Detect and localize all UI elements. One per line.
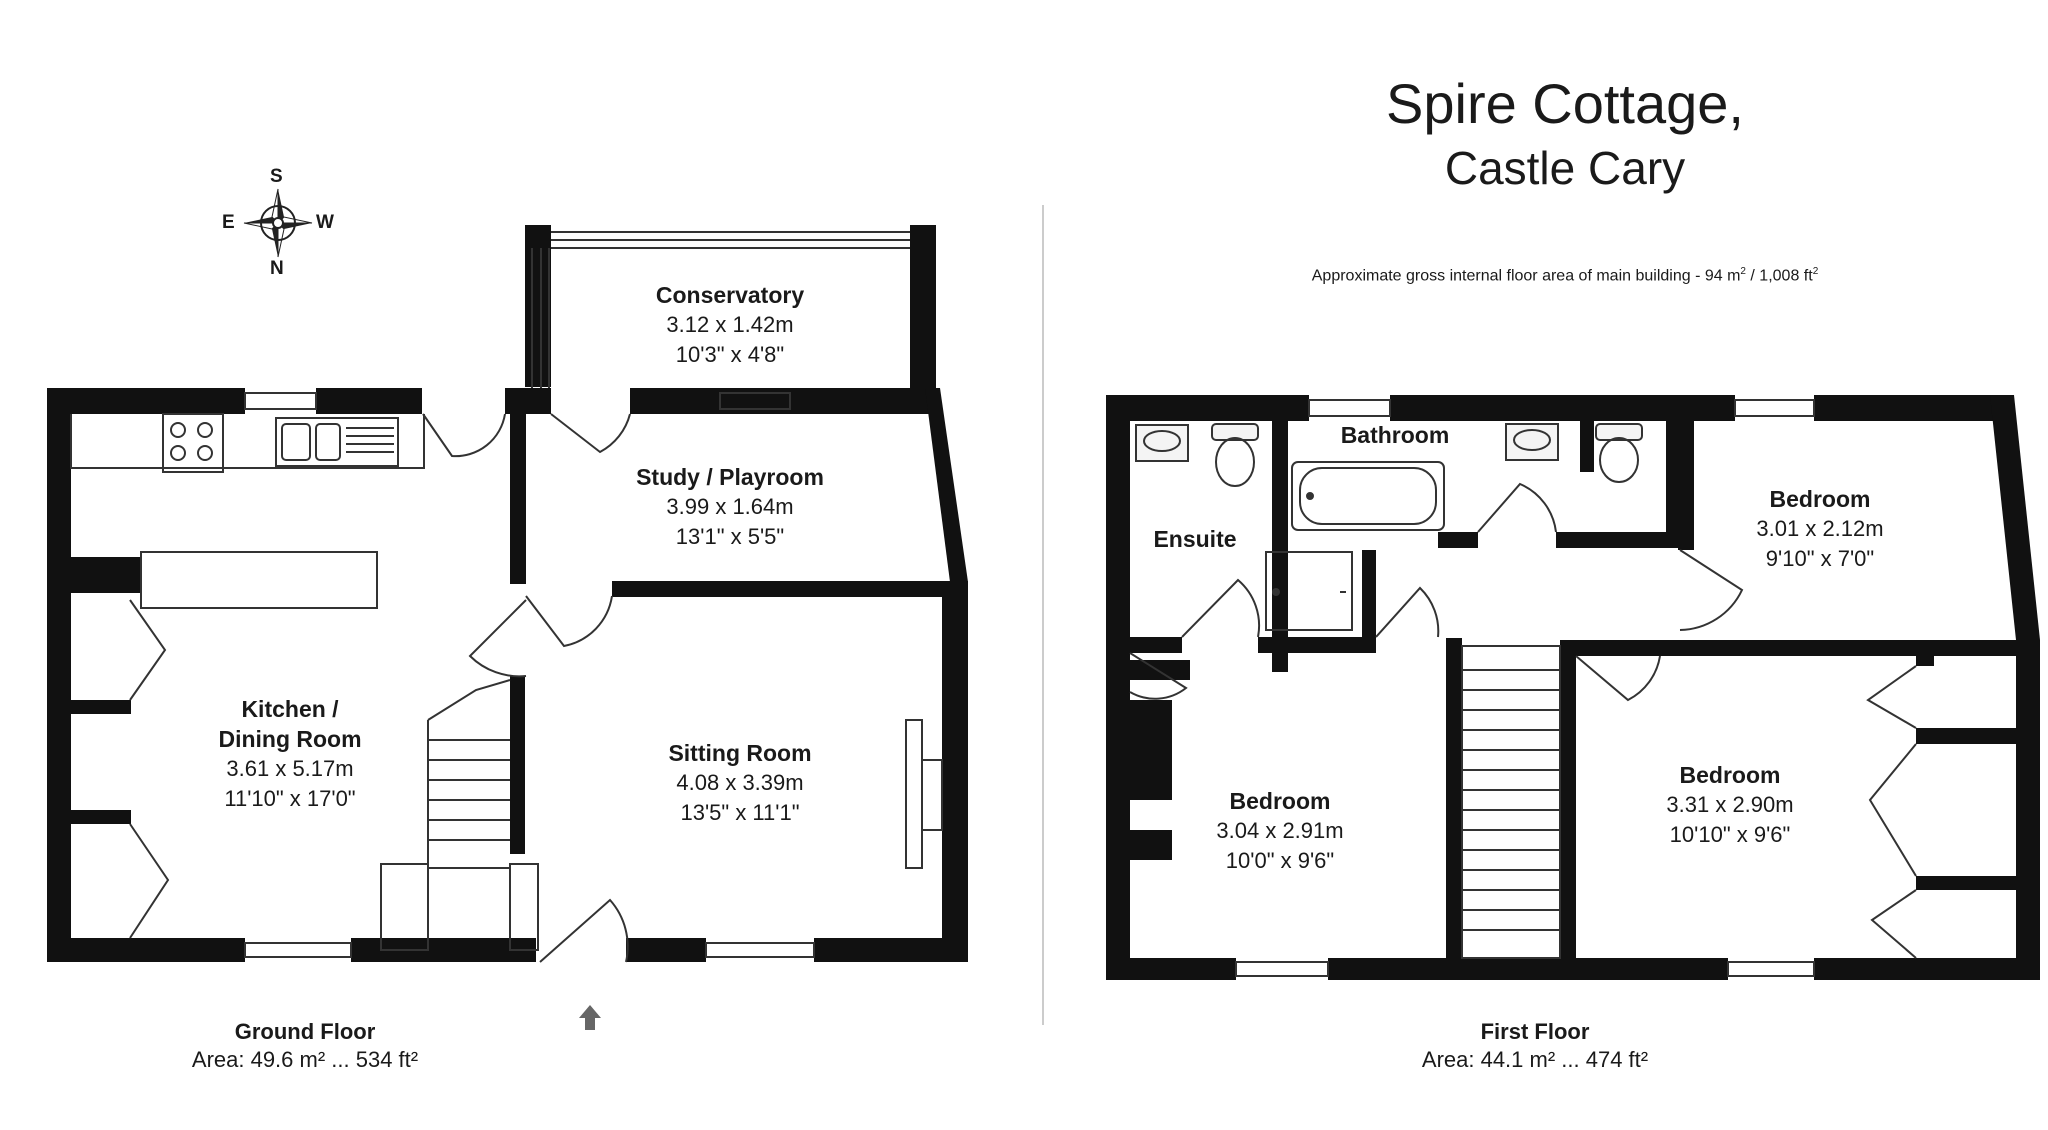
room-kitchen-dining	[160, 694, 420, 814]
room-metric: 3.01 x 2.12m	[1756, 516, 1884, 541]
room-study-playroom	[600, 462, 860, 552]
room-name-line2: Dining Room	[218, 726, 362, 752]
room-metric: 4.08 x 3.39m	[676, 770, 804, 795]
room-name: Bedroom	[1679, 762, 1781, 788]
room-name: Conservatory	[655, 282, 805, 308]
room-metric: 3.31 x 2.90m	[1666, 792, 1794, 817]
ground-floor-area: Area: 49.6 m² ... 534 ft²	[191, 1047, 419, 1072]
room-bedroom-1	[1710, 484, 1930, 574]
room-metric: 3.61 x 5.17m	[226, 756, 354, 781]
gross-area-text: Approximate gross internal floor area of main building - 94 m	[1311, 267, 1741, 285]
compass-south: S	[270, 166, 283, 187]
compass-east: E	[222, 212, 235, 233]
first-floor-label: First Floor	[1480, 1019, 1590, 1044]
room-metric: 3.04 x 2.91m	[1216, 818, 1344, 843]
room-metric: 3.99 x 1.64m	[666, 494, 794, 519]
room-metric: 3.12 x 1.42m	[666, 312, 794, 337]
compass-west: W	[316, 212, 334, 233]
room-name: Kitchen /	[241, 696, 339, 722]
room-imperial: 13'1" x 5'5"	[675, 524, 785, 549]
room-bathroom: Bathroom	[1340, 422, 1450, 448]
room-imperial: 9'10" x 7'0"	[1765, 546, 1875, 571]
room-imperial: 10'3" x 4'8"	[675, 342, 785, 367]
room-imperial: 10'0" x 9'6"	[1225, 848, 1335, 873]
first-floor-area: Area: 44.1 m² ... 474 ft²	[1421, 1047, 1649, 1072]
room-name: Bedroom	[1769, 486, 1871, 512]
first-floor-caption	[1380, 1018, 1690, 1074]
room-imperial: 11'10" x 17'0"	[224, 786, 356, 811]
room-sitting-room	[610, 738, 870, 828]
room-bedroom-2	[1170, 786, 1390, 876]
compass-icon	[244, 189, 312, 257]
compass-north: N	[270, 258, 284, 279]
property-title-line2: Castle Cary	[1444, 142, 1686, 194]
gross-area-sup-1: 2	[1740, 266, 1746, 277]
ground-floor-label: Ground Floor	[234, 1019, 376, 1044]
property-title-line1: Spire Cottage,	[1386, 72, 1744, 135]
gross-area-mid: / 1,008 ft	[1745, 267, 1813, 285]
room-name: Bedroom	[1229, 788, 1331, 814]
room-conservatory	[600, 280, 860, 370]
room-name: Study / Playroom	[636, 464, 824, 490]
room-name: Sitting Room	[668, 740, 812, 766]
room-imperial: 13'5" x 11'1"	[680, 800, 800, 825]
room-bedroom-3	[1620, 760, 1840, 850]
ground-floor-caption	[150, 1018, 460, 1074]
room-imperial: 10'10" x 9'6"	[1669, 822, 1791, 847]
gross-area-note	[1180, 266, 1950, 285]
gross-area-sup-2: 2	[1812, 266, 1819, 277]
entrance-arrow-icon	[579, 1005, 601, 1030]
room-ensuite: Ensuite	[1153, 526, 1237, 552]
